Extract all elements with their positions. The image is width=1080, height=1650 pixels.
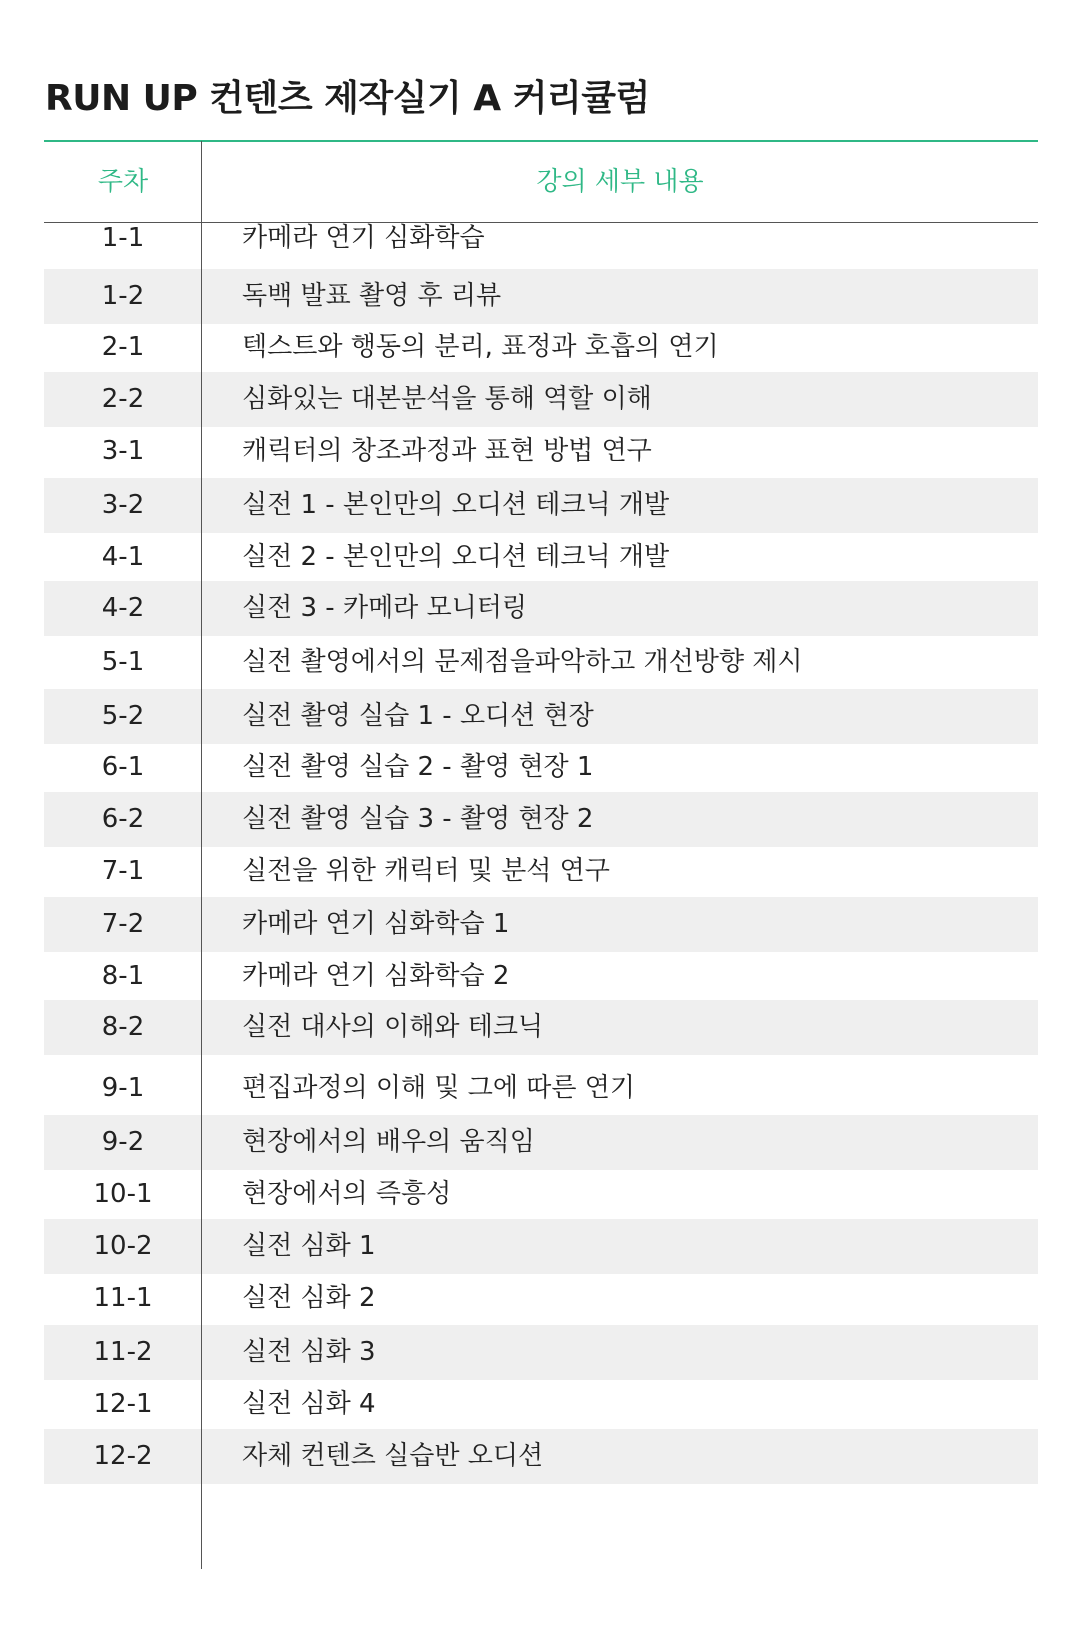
table-row — [44, 1325, 1038, 1380]
table-row — [44, 478, 1038, 533]
header-week: 주차 — [97, 167, 149, 197]
week-cell: 9-2 — [101, 1127, 145, 1157]
content-cell: 실전 2 - 본인만의 오디션 테크닉 개발 — [242, 542, 670, 572]
table-row — [44, 635, 1038, 690]
content-cell: 현장에서의 배우의 움직임 — [242, 1127, 535, 1157]
week-cell: 3-1 — [101, 436, 145, 466]
week-cell: 1-2 — [101, 281, 145, 311]
week-cell: 8-2 — [101, 1012, 145, 1042]
header-content: 강의 세부 내용 — [536, 167, 704, 197]
table-row — [44, 581, 1038, 636]
table-row — [44, 530, 1038, 585]
content-cell: 실전 심화 3 — [242, 1337, 376, 1367]
content-cell: 실전 1 - 본인만의 오디션 테크닉 개발 — [242, 490, 670, 520]
week-cell: 10-1 — [93, 1179, 153, 1209]
content-cell: 실전 심화 4 — [242, 1389, 376, 1419]
week-cell: 7-1 — [101, 856, 145, 886]
content-cell: 실전 촬영 실습 3 - 촬영 현장 2 — [242, 804, 594, 834]
week-cell: 5-1 — [101, 647, 145, 677]
week-cell: 2-1 — [101, 332, 145, 362]
content-cell: 카메라 연기 심화학습 — [242, 223, 485, 253]
column-divider — [201, 141, 202, 1569]
content-cell: 실전 심화 2 — [242, 1283, 376, 1313]
week-cell: 2-2 — [101, 384, 145, 414]
content-cell: 텍스트와 행동의 분리, 표정과 호흡의 연기 — [242, 332, 719, 362]
table-row — [44, 844, 1038, 899]
week-cell: 7-2 — [101, 909, 145, 939]
table-row — [44, 897, 1038, 952]
content-cell: 심화있는 대본분석을 통해 역할 이해 — [242, 384, 652, 414]
week-cell: 3-2 — [101, 490, 145, 520]
week-cell: 12-2 — [93, 1441, 153, 1471]
table-row — [44, 1219, 1038, 1274]
week-cell: 1-1 — [101, 223, 145, 253]
content-cell: 실전 3 - 카메라 모니터링 — [242, 593, 528, 623]
content-cell: 실전을 위한 캐릭터 및 분석 연구 — [242, 856, 610, 886]
table-row — [44, 689, 1038, 744]
week-cell: 4-1 — [101, 542, 145, 572]
table-row — [44, 949, 1038, 1004]
table-row — [44, 1061, 1038, 1116]
week-cell: 8-1 — [101, 961, 145, 991]
page-title: RUN UP 컨텐츠 제작실기 A 커리큘럼 — [45, 78, 650, 119]
curriculum-table — [44, 140, 1038, 1471]
week-cell: 10-2 — [93, 1231, 153, 1261]
week-cell: 11-2 — [93, 1337, 153, 1367]
content-cell: 실전 촬영 실습 2 - 촬영 현장 1 — [242, 752, 594, 782]
week-cell: 9-1 — [101, 1073, 145, 1103]
week-cell: 6-2 — [101, 804, 145, 834]
table-row — [44, 740, 1038, 795]
table-row — [44, 1000, 1038, 1055]
table-row — [44, 372, 1038, 427]
table-row — [44, 320, 1038, 375]
content-cell: 현장에서의 즉흥성 — [242, 1179, 452, 1209]
content-cell: 카메라 연기 심화학습 2 — [242, 961, 510, 991]
table-row — [44, 792, 1038, 847]
content-cell: 캐릭터의 창조과정과 표현 방법 연구 — [242, 436, 652, 466]
content-cell: 자체 컨텐츠 실습반 오디션 — [242, 1441, 544, 1471]
table-row — [44, 1167, 1038, 1222]
content-cell: 카메라 연기 심화학습 1 — [242, 909, 510, 939]
content-cell: 편집과정의 이해 및 그에 따른 연기 — [242, 1073, 635, 1103]
table-row — [44, 1429, 1038, 1484]
table-row — [44, 424, 1038, 479]
content-cell: 실전 촬영 실습 1 - 오디션 현장 — [242, 701, 594, 731]
table-row — [44, 269, 1038, 324]
content-cell: 독백 발표 촬영 후 리뷰 — [242, 281, 502, 311]
week-cell: 12-1 — [93, 1389, 153, 1419]
week-cell: 4-2 — [101, 593, 145, 623]
table-row — [44, 1377, 1038, 1432]
table-row — [44, 211, 1038, 266]
table-row — [44, 1271, 1038, 1326]
content-cell: 실전 대사의 이해와 테크닉 — [242, 1012, 544, 1042]
week-cell: 5-2 — [101, 701, 145, 731]
content-cell: 실전 심화 1 — [242, 1231, 376, 1261]
week-cell: 11-1 — [93, 1283, 153, 1313]
content-cell: 실전 촬영에서의 문제점을파악하고 개선방향 제시 — [242, 647, 803, 677]
table-row — [44, 1115, 1038, 1170]
week-cell: 6-1 — [101, 752, 145, 782]
